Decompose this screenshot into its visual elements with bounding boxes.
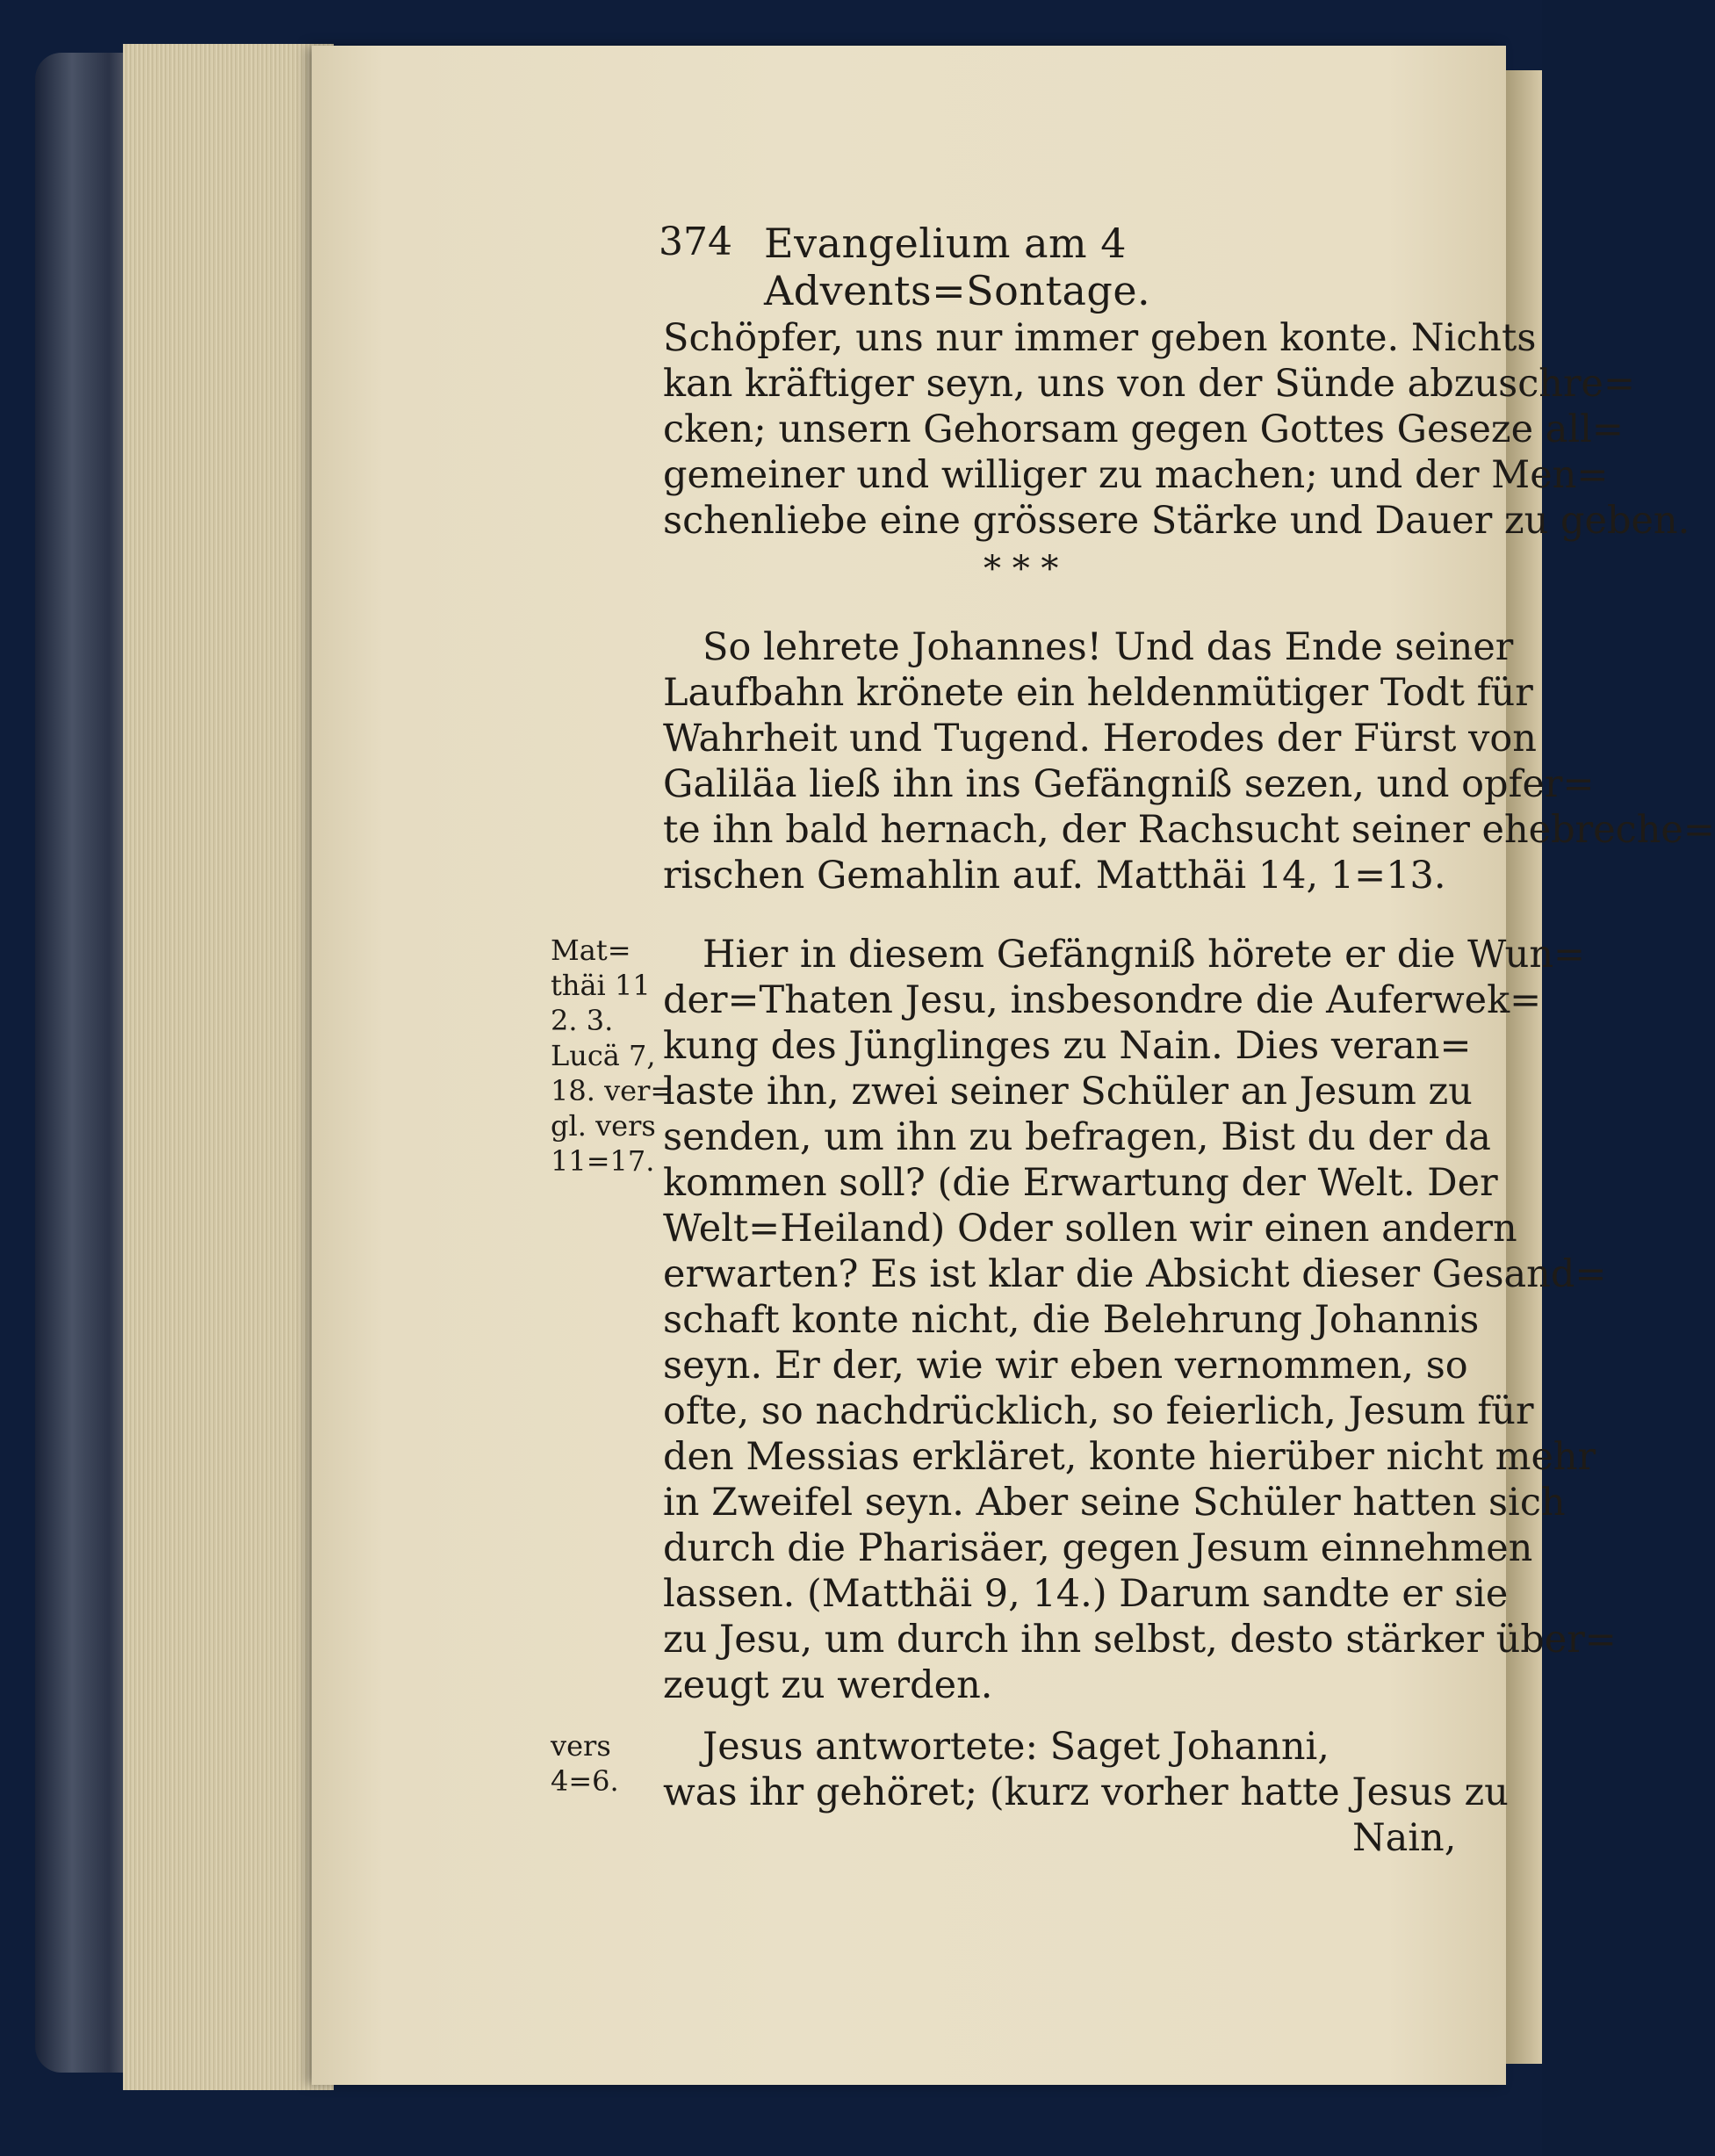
margin-note-line: 18. ver= (551, 1074, 674, 1107)
margin-note-line: Lucä 7, (551, 1039, 656, 1072)
text-line: Laufbahn krönete ein heldenmütiger Todt für (663, 671, 1533, 715)
margin-note-line: 2. 3. (551, 1004, 614, 1037)
text-line: cken; unsern Gehorsam gegen Gottes Geseze all= (663, 407, 1624, 451)
text-line: seyn. Er der, wie wir eben vernommen, so (663, 1344, 1468, 1388)
text-line: gemeiner und williger zu machen; und der Men= (663, 453, 1609, 497)
margin-note-line: gl. vers (551, 1109, 656, 1143)
margin-note-line: 4=6. (551, 1764, 619, 1798)
text-line: zu Jesu, um durch ihn selbst, desto stärker über= (663, 1618, 1617, 1662)
text-line: Wahrheit und Tugend. Herodes der Fürst von (663, 717, 1537, 761)
text-line: der=Thaten Jesu, insbesondre die Auferwek= (663, 978, 1542, 1022)
text-line: schaft konte nicht, die Belehrung Johannis (663, 1298, 1480, 1342)
text-line: kommen soll? (die Erwartung der Welt. Der (663, 1161, 1498, 1205)
text-line: was ihr gehöret; (kurz vorher hatte Jesus zu (663, 1770, 1509, 1814)
text-line: durch die Pharisäer, gegen Jesum einnehmen (663, 1526, 1533, 1570)
text-line: zeugt zu werden. (663, 1663, 993, 1707)
text-line: Welt=Heiland) Oder sollen wir einen andern (663, 1207, 1517, 1251)
section-separator: * * * (984, 549, 1059, 589)
text-line: den Messias erkläret, konte hierüber nicht mehr (663, 1435, 1596, 1479)
text-line: te ihn bald hernach, der Rachsucht seiner ehebreche= (663, 808, 1715, 852)
margin-note-line: thäi 11 (551, 969, 651, 1002)
text-line: laste ihn, zwei seiner Schüler an Jesum zu (663, 1070, 1473, 1114)
text-line: in Zweifel seyn. Aber seine Schüler hatten sich (663, 1481, 1566, 1525)
text-line: kan kräftiger seyn, uns von der Sünde abzuschre= (663, 362, 1636, 406)
text-line: Jesus antwortete: Saget Johanni, (703, 1725, 1329, 1769)
text-line: Galiläa ließ ihn ins Gefängniß sezen, und opfer= (663, 762, 1595, 806)
text-line: rischen Gemahlin auf. Matthäi 14, 1=13. (663, 854, 1446, 898)
text-line: schenliebe eine grössere Stärke und Dauer zu geben. (663, 499, 1690, 543)
margin-note-line: vers (551, 1729, 611, 1763)
margin-note-line: Mat= (551, 934, 631, 967)
text-line: So lehrete Johannes! Und das Ende seiner (703, 625, 1514, 669)
text-line: senden, um ihn zu befragen, Bist du der da (663, 1115, 1491, 1159)
page-number: 374 (659, 220, 732, 264)
text-line: Hier in diesem Gefängniß hörete er die Wun= (703, 933, 1586, 977)
running-title: Evangelium am 4 Advents=Sontage. (764, 220, 1151, 314)
text-line: lassen. (Matthäi 9, 14.) Darum sandte er sie (663, 1572, 1509, 1616)
margin-note-line: 11=17. (551, 1144, 655, 1178)
text-line: kung des Jünglinges zu Nain. Dies veran= (663, 1024, 1472, 1068)
text-line: Schöpfer, uns nur immer geben konte. Nichts (663, 316, 1537, 360)
text-line: erwarten? Es ist klar die Absicht dieser Gesand= (663, 1252, 1607, 1296)
text-line: ofte, so nachdrücklich, so feierlich, Jesum für (663, 1389, 1534, 1433)
catchword: Nain, (1352, 1816, 1457, 1860)
page-header (659, 220, 1462, 314)
